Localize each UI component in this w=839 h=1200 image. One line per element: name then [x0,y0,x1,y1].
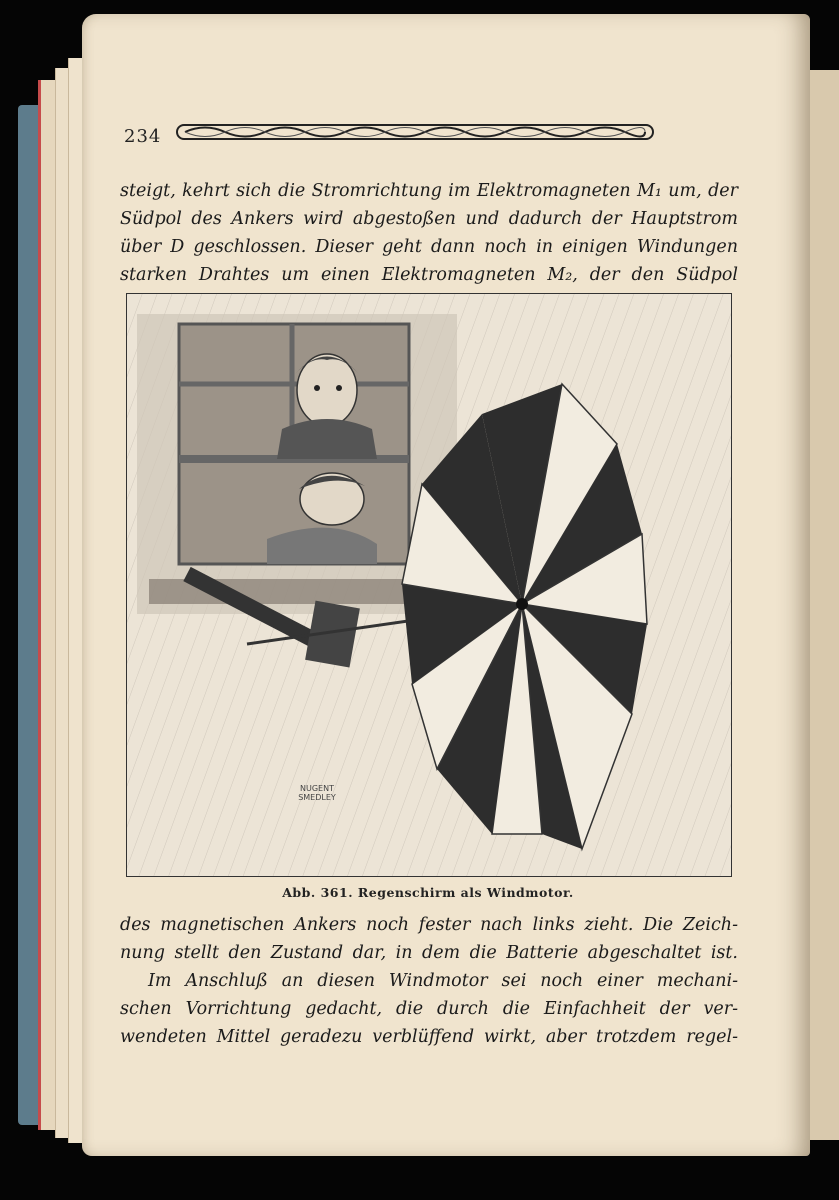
text-line: wendeten Mittel geradezu verblüffend wirkt, aber trotzdem regel- [120,1027,738,1047]
umbrella-drawing [127,294,731,876]
bottom-paragraph [120,911,738,1051]
text-line: schen Vorrichtung gedacht, die durch die Einfachheit der ver- [120,999,738,1019]
text-line: über D geschlossen. Dieser geht dann noch in einigen Windungen [120,237,738,257]
text-line: starken Drahtes um einen Elektromagneten M₂, der den Südpol [120,265,738,285]
text-line: des magnetischen Ankers noch fester nach links zieht. Die Zeich- [120,915,738,935]
text-line: steigt, kehrt sich die Stromrichtung im Elektromagneten M₁ um, der [120,181,738,201]
top-paragraph [120,177,738,289]
artist-signature: NUGENT SMEDLEY [298,784,336,802]
page-number: 234 [124,126,162,147]
umbrella-illustration [126,293,732,877]
header-ornament [175,119,655,145]
text-line: nung stellt den Zustand dar, in dem die Batterie abgeschaltet ist. [120,943,738,963]
text-line: Im Anschluß an diesen Windmotor sei noch einer mechani- [148,971,738,991]
text-line: Südpol des Ankers wird abgestoßen und dadurch der Hauptstrom [120,209,738,229]
figure-caption: Abb. 361. Regenschirm als Windmotor. [282,885,574,900]
